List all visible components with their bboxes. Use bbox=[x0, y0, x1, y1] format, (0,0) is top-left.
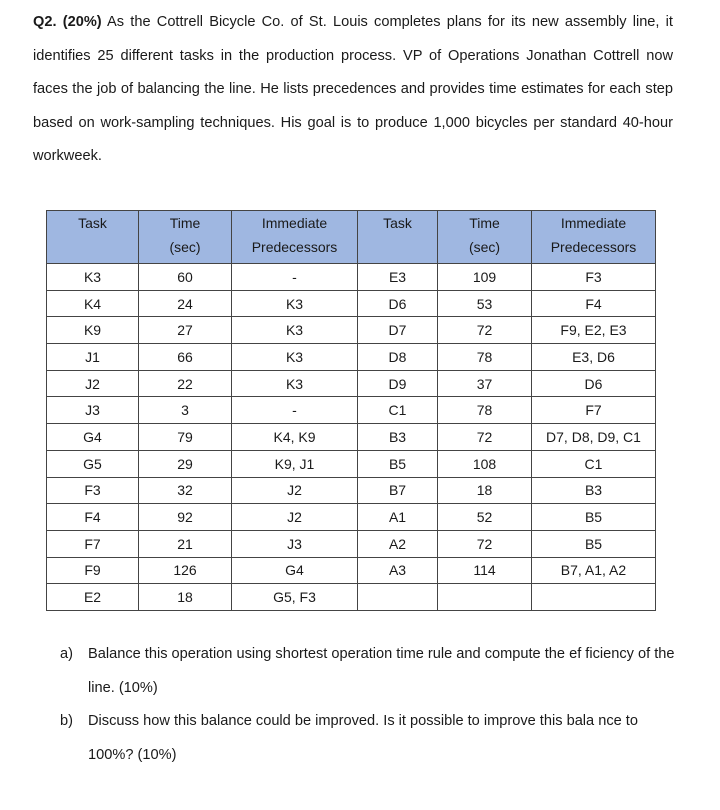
table-cell: D7, D8, D9, C1 bbox=[532, 424, 656, 451]
table-cell: G4 bbox=[47, 424, 139, 451]
table-cell: 108 bbox=[438, 450, 532, 477]
table-cell: 21 bbox=[139, 530, 232, 557]
table-cell: 60 bbox=[139, 264, 232, 291]
table-cell: 126 bbox=[139, 557, 232, 584]
table-cell: K9 bbox=[47, 317, 139, 344]
table-row bbox=[47, 450, 656, 477]
question-text: As the Cottrell Bicycle Co. of St. Louis completes plans for its new assembly line, it identifies 25 different tasks in the production process. VP of Operations Jonathan Cottrell now faces the job of balancing the line. He lists precedences and provides time estimates for each step based on work-sampling techniques. His goal is to produce 1,000 bicycles per standard 40-hour workweek. bbox=[33, 14, 673, 164]
table-cell: B3 bbox=[532, 477, 656, 504]
table-cell: D6 bbox=[358, 290, 438, 317]
table-row bbox=[47, 344, 656, 371]
table-cell: B5 bbox=[532, 504, 656, 531]
table-cell: J1 bbox=[47, 344, 139, 371]
header-predecessors-2: Immediate Predecessors bbox=[532, 211, 656, 264]
table-cell: 27 bbox=[139, 317, 232, 344]
table-cell: F9 bbox=[47, 557, 139, 584]
table-cell: - bbox=[232, 264, 358, 291]
table-cell: 22 bbox=[139, 370, 232, 397]
table-cell: D9 bbox=[358, 370, 438, 397]
table-cell: D7 bbox=[358, 317, 438, 344]
question-a-label: a) bbox=[60, 646, 73, 662]
table-cell: 37 bbox=[438, 370, 532, 397]
table-cell: F9, E2, E3 bbox=[532, 317, 656, 344]
table-cell: J2 bbox=[232, 477, 358, 504]
table-cell: 109 bbox=[438, 264, 532, 291]
table-cell: F3 bbox=[47, 477, 139, 504]
table-header-row bbox=[47, 211, 656, 264]
table-cell: J3 bbox=[232, 530, 358, 557]
table-cell: 3 bbox=[139, 397, 232, 424]
table-cell: A1 bbox=[358, 504, 438, 531]
table-body bbox=[47, 264, 656, 611]
table-row bbox=[47, 317, 656, 344]
table-cell: G4 bbox=[232, 557, 358, 584]
question-b-text: Discuss how this balance could be improved. Is it possible to improve this bala nce to 100%? (10%) bbox=[88, 713, 638, 763]
table-cell: K4 bbox=[47, 290, 139, 317]
table-cell: E3 bbox=[358, 264, 438, 291]
table-cell: 72 bbox=[438, 530, 532, 557]
table-cell: A2 bbox=[358, 530, 438, 557]
table-cell: J3 bbox=[47, 397, 139, 424]
table-cell: 24 bbox=[139, 290, 232, 317]
table-cell: F7 bbox=[47, 530, 139, 557]
header-predecessors: Immediate Predecessors bbox=[232, 211, 358, 264]
table-row bbox=[47, 557, 656, 584]
table-cell: D6 bbox=[532, 370, 656, 397]
table-cell: G5, F3 bbox=[232, 584, 358, 611]
question-label: Q2. (20%) bbox=[33, 14, 102, 30]
table-cell: 72 bbox=[438, 424, 532, 451]
header-time: Time (sec) bbox=[139, 211, 232, 264]
table-row bbox=[47, 424, 656, 451]
table-cell bbox=[358, 584, 438, 611]
table-cell: B5 bbox=[358, 450, 438, 477]
table-cell: 92 bbox=[139, 504, 232, 531]
table-cell: K4, K9 bbox=[232, 424, 358, 451]
table-row bbox=[47, 584, 656, 611]
table-cell: K3 bbox=[232, 317, 358, 344]
table-row bbox=[47, 290, 656, 317]
table-cell: 52 bbox=[438, 504, 532, 531]
table-cell: 53 bbox=[438, 290, 532, 317]
table-cell: B3 bbox=[358, 424, 438, 451]
table-cell bbox=[438, 584, 532, 611]
question-a bbox=[60, 638, 675, 705]
table-row bbox=[47, 477, 656, 504]
table-cell: K3 bbox=[232, 370, 358, 397]
question-a-text: Balance this operation using shortest operation time rule and compute the ef ficiency of the line. (10%) bbox=[88, 646, 675, 696]
table-row bbox=[47, 530, 656, 557]
table-cell: 78 bbox=[438, 397, 532, 424]
table-cell: C1 bbox=[532, 450, 656, 477]
header-time-2: Time (sec) bbox=[438, 211, 532, 264]
table-cell: J2 bbox=[47, 370, 139, 397]
table-cell: 78 bbox=[438, 344, 532, 371]
table-row bbox=[47, 397, 656, 424]
table-cell: K3 bbox=[232, 290, 358, 317]
table-cell: G5 bbox=[47, 450, 139, 477]
table-cell: K3 bbox=[47, 264, 139, 291]
table-cell: K3 bbox=[232, 344, 358, 371]
table-cell: 32 bbox=[139, 477, 232, 504]
table-cell: D8 bbox=[358, 344, 438, 371]
table-cell: F7 bbox=[532, 397, 656, 424]
header-task-2: Task bbox=[358, 211, 438, 264]
table-cell: - bbox=[232, 397, 358, 424]
table-cell: 66 bbox=[139, 344, 232, 371]
table-cell: J2 bbox=[232, 504, 358, 531]
table-cell: B7, A1, A2 bbox=[532, 557, 656, 584]
table-cell: F4 bbox=[532, 290, 656, 317]
question-intro bbox=[33, 6, 673, 174]
question-b-label: b) bbox=[60, 713, 73, 729]
question-b bbox=[60, 705, 675, 772]
sub-questions bbox=[60, 638, 675, 772]
table-row bbox=[47, 264, 656, 291]
table-cell: B7 bbox=[358, 477, 438, 504]
task-table bbox=[46, 210, 656, 611]
table-cell: 114 bbox=[438, 557, 532, 584]
table-cell: C1 bbox=[358, 397, 438, 424]
table-cell: F3 bbox=[532, 264, 656, 291]
table-row bbox=[47, 370, 656, 397]
table-cell: B5 bbox=[532, 530, 656, 557]
table-cell: E3, D6 bbox=[532, 344, 656, 371]
table-cell bbox=[532, 584, 656, 611]
header-task: Task bbox=[47, 211, 139, 264]
table-cell: 72 bbox=[438, 317, 532, 344]
table-cell: F4 bbox=[47, 504, 139, 531]
table-cell: 79 bbox=[139, 424, 232, 451]
table-cell: 29 bbox=[139, 450, 232, 477]
table-row bbox=[47, 504, 656, 531]
table-cell: E2 bbox=[47, 584, 139, 611]
table-cell: 18 bbox=[438, 477, 532, 504]
table-cell: 18 bbox=[139, 584, 232, 611]
table-cell: K9, J1 bbox=[232, 450, 358, 477]
table-cell: A3 bbox=[358, 557, 438, 584]
